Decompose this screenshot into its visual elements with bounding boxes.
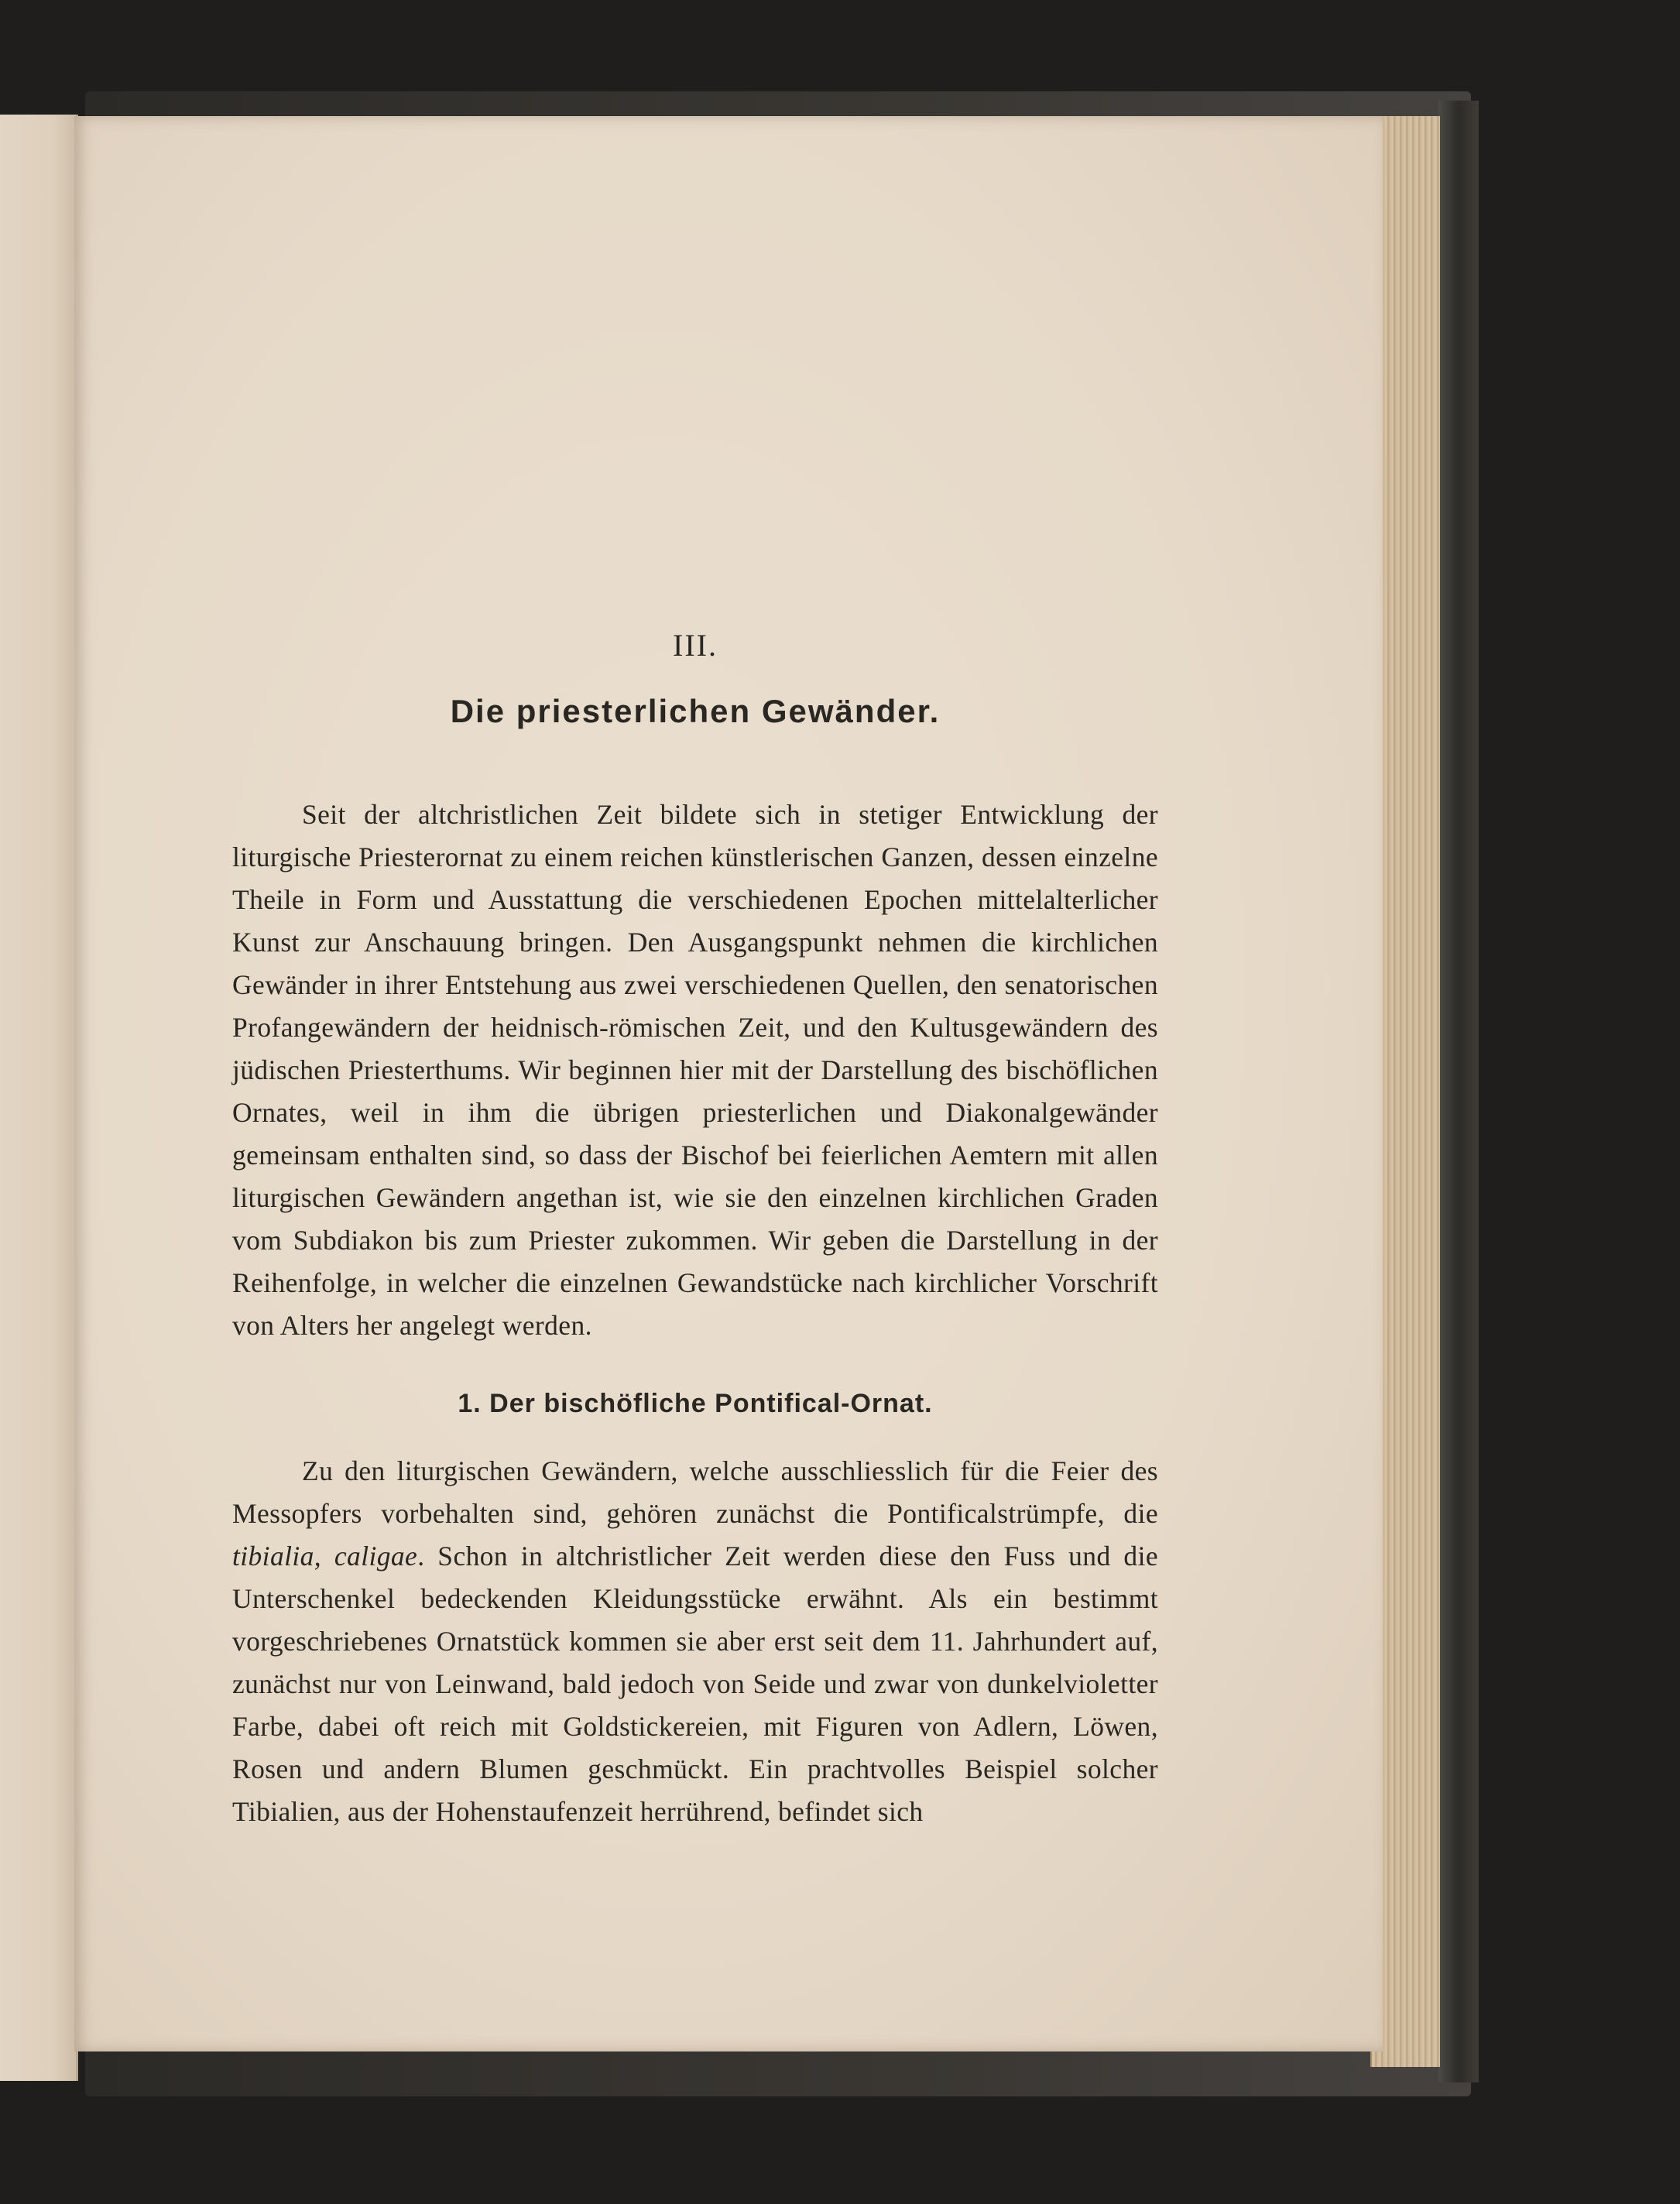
facing-page-edge (0, 115, 78, 2081)
section-paragraph (232, 1450, 1158, 1833)
section-title: 1. Der bischöfliche Pontifical-Ornat. (458, 1389, 933, 1418)
section-paragraph-part2: . Schon in altchristlicher Zeit werden diese den Fuss und die Unterschenkel bedeckenden Kleidungsstücke erwähnt. Als ein bestimmt vorgeschriebenes Ornatstück kommen sie aber erst seit dem 11. Jahrhundert auf, zunächst nur von Leinwand, bald jedoch von Seide und zwar von dunkelvioletter Farbe, dabei oft reich mit Goldstickereien, mit Figuren von Adlern, Löwen, Rosen und andern Blumen geschmückt. Ein prachtvolles Beispiel solcher Tibialien, aus der Hohenstaufenzeit herrührend, befindet sich (232, 1541, 1159, 1827)
italic-terms: tibialia, caligae (232, 1541, 418, 1572)
book-binding (1438, 101, 1479, 2082)
section-paragraph-part1: Zu den liturgischen Gewändern, welche ausschliesslich für die Feier des Messopfers vorbehalten sind, gehören zunächst die Pontificalstrümpfe, die (232, 1455, 1158, 1529)
chapter-title: Die priesterlichen Gewänder. (450, 693, 941, 729)
page-content (232, 627, 1158, 1833)
chapter-number: III. (673, 628, 718, 663)
intro-paragraph: Seit der altchristlichen Zeit bildete sich in stetiger Entwicklung der liturgische Priesterornat zu einem reichen künstlerischen Ganzen, dessen einzelne Theile in Form und Ausstattung die verschiedenen Epochen mittelalterlicher Kunst zur Anschauung bringen. Den Ausgangspunkt nehmen die kirchlichen Gewänder in ihrer Entstehung aus zwei verschiedenen Quellen, den senatorischen Profangewändern der heidnisch-römischen Zeit, und den Kultusgewändern des jüdischen Priesterthums. Wir beginnen hier mit der Darstellung des bischöflichen Ornates, weil in ihm die übrigen priesterlichen und Diakonalgewänder gemeinsam enthalten sind, so dass der Bischof bei feierlichen Aemtern mit allen liturgischen Gewändern angethan ist, wie sie den einzelnen kirchlichen Graden vom Subdiakon bis zum Priester zukommen. Wir geben die Darstellung in der Reihenfolge, in welcher die einzelnen Gewandstücke nach kirchlicher Vorschrift von Alters her angelegt werden. (232, 799, 1158, 1341)
